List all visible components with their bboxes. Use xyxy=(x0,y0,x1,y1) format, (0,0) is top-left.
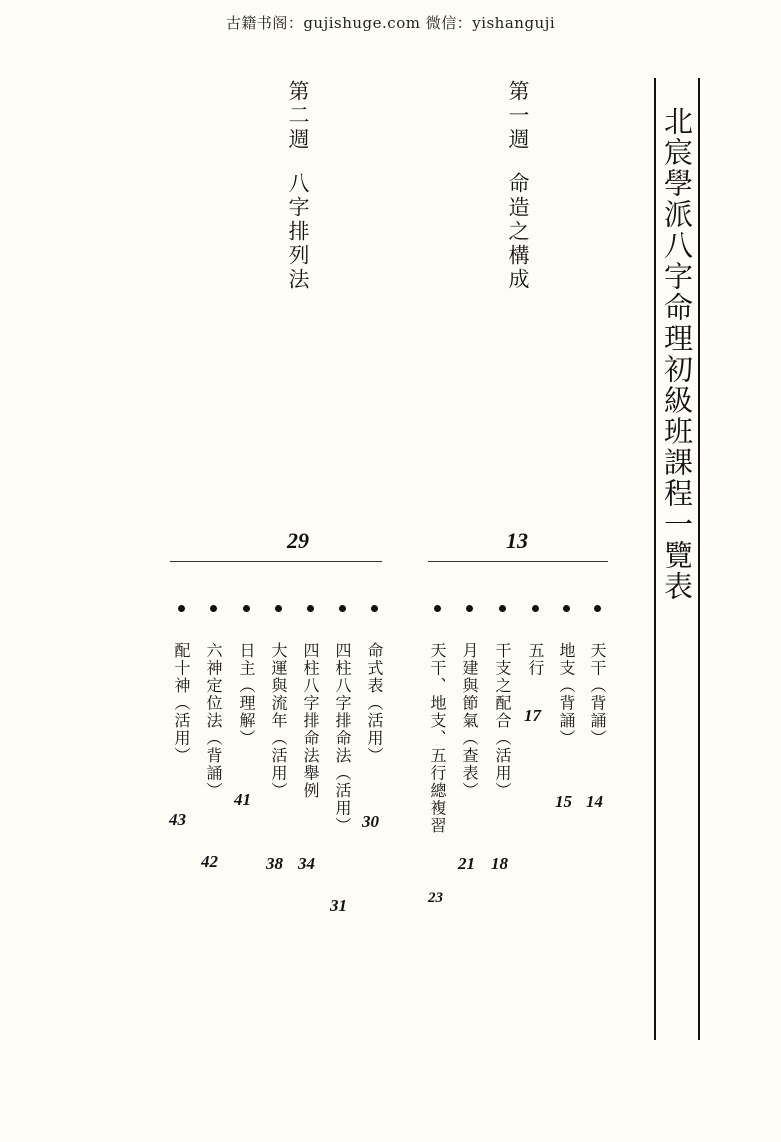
week1-topic: 命造之構成 xyxy=(506,172,530,292)
bullet xyxy=(434,605,441,612)
item-page: 41 xyxy=(234,790,251,809)
list-item: 大運與流年（活用） xyxy=(269,642,288,800)
list-item: 命式表（活用） xyxy=(365,642,384,765)
item-page: 38 xyxy=(266,854,283,873)
item-page: 43 xyxy=(169,810,186,829)
item-page: 14 xyxy=(586,792,603,811)
list-item: 月建與節氣（查表） xyxy=(460,642,479,800)
bullet xyxy=(339,605,346,612)
bullet xyxy=(275,605,282,612)
item-page: 42 xyxy=(201,852,218,871)
bullet xyxy=(466,605,473,612)
week1-divider xyxy=(428,561,608,562)
list-item: 日主（理解） xyxy=(237,642,256,747)
bullet xyxy=(371,605,378,612)
week2-label: 第二週 xyxy=(286,80,310,152)
list-item: 五行 xyxy=(526,642,545,677)
item-page: 30 xyxy=(362,812,379,831)
list-item: 天干（背誦） xyxy=(588,642,607,747)
item-page: 21 xyxy=(458,854,475,873)
week2-topic: 八字排列法 xyxy=(286,172,310,292)
item-page: 34 xyxy=(298,854,315,873)
list-item: 六神定位法（背誦） xyxy=(204,642,223,800)
bullet xyxy=(499,605,506,612)
bullet xyxy=(307,605,314,612)
week2-page: 29 xyxy=(287,528,309,553)
list-item: 四柱八字排命法（活用） xyxy=(333,642,352,835)
bullet xyxy=(243,605,250,612)
watermark: 古籍书阁：gujishuge.com 微信：yishanguji xyxy=(225,14,556,32)
list-item: 干支之配合（活用） xyxy=(493,642,512,800)
list-item: 四柱八字排命法舉例 xyxy=(301,642,320,800)
bullet xyxy=(563,605,570,612)
week1-heading xyxy=(505,80,531,292)
list-item: 配十神（活用） xyxy=(172,642,191,765)
week1-label: 第一週 xyxy=(506,80,530,152)
bullet xyxy=(210,605,217,612)
item-page: 17 xyxy=(524,706,541,725)
bullet xyxy=(532,605,539,612)
item-page: 18 xyxy=(491,854,508,873)
bullet xyxy=(594,605,601,612)
week2-heading xyxy=(285,80,311,292)
page-title: 北宸學派八字命理初級班課程一覽表 xyxy=(660,106,694,602)
item-page: 31 xyxy=(330,896,347,915)
list-item: 地支（背誦） xyxy=(557,642,576,747)
title-box xyxy=(654,78,700,1040)
bullet xyxy=(178,605,185,612)
list-item: 天干、地支、五行總複習 xyxy=(428,642,447,835)
item-page: 23 xyxy=(428,890,443,906)
week2-divider xyxy=(170,561,382,562)
week1-page: 13 xyxy=(506,528,528,553)
item-page: 15 xyxy=(555,792,572,811)
